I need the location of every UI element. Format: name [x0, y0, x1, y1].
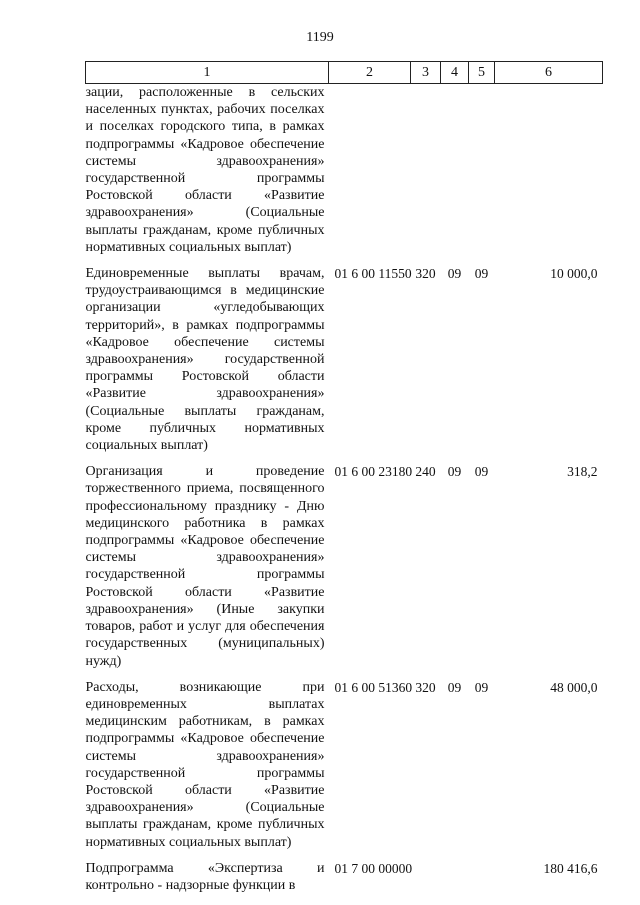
row-amount: 180 416,6 — [543, 860, 598, 876]
row-col-3: 240 — [415, 464, 436, 480]
row-col-4 — [441, 84, 469, 257]
row-col-5: 09 — [474, 266, 489, 282]
row-code: 01 6 00 51360 — [334, 679, 413, 695]
table-header-row — [86, 62, 603, 84]
table-row — [86, 84, 603, 257]
row-spacer — [86, 670, 603, 679]
header-col-2: 2 — [329, 62, 411, 84]
table-row — [86, 265, 603, 454]
page-number: 1199 — [306, 30, 334, 45]
row-code: 01 6 00 11550 — [334, 266, 412, 282]
row-col-4: 09 — [447, 266, 462, 282]
row-description: Организация и проведение торжественного приема, посвященного профессиональному празднику - Дню медицинского работника в рамках подпрограммы «Кадровое обеспечение системы здравоохранения» государственной программы Ростовской области «Развитие здравоохранения» (Иные закупки товаров, работ и услуг для обеспечения государственных (муниципальных) нужд) — [85, 464, 325, 669]
header-col-4: 4 — [441, 62, 469, 84]
row-code: 01 6 00 23180 — [334, 464, 413, 480]
table-row — [86, 679, 603, 851]
header-col-1: 1 — [86, 62, 329, 84]
row-description: Расходы, возникающие при единовременных выплатах медицинским работникам, в рамках подпрограммы «Кадровое обеспечение системы здравоохранения» государственной программы Ростовской области «Развитие здравоохранения» (Социальные выплаты гражданам, кроме публичных нормативных социальных выплат) — [85, 679, 325, 850]
row-code: 01 7 00 00000 — [334, 860, 413, 876]
row-description: зации, расположенные в сельских населенных пунктах, рабочих поселках и поселках городского типа, в рамках подпрограммы «Кадровое обеспечение системы здравоохранения» государственной программы Ростовской области «Развитие здравоохранения» (Социальные выплаты гражданам, кроме публичных нормативных социальных выплат) — [85, 85, 325, 255]
header-col-5: 5 — [469, 62, 495, 84]
row-col-4 — [441, 860, 469, 894]
row-code — [329, 84, 411, 257]
row-amount: 48 000,0 — [550, 679, 598, 695]
row-col-5 — [469, 84, 495, 257]
row-col-4: 09 — [447, 679, 462, 695]
row-amount: 318,2 — [567, 464, 598, 480]
budget-table — [85, 61, 603, 894]
row-spacer — [86, 256, 603, 265]
row-col-5 — [469, 860, 495, 894]
header-col-3: 3 — [411, 62, 441, 84]
row-col-5: 09 — [474, 464, 489, 480]
row-amount — [495, 84, 603, 257]
table-row — [86, 463, 603, 669]
row-spacer — [86, 454, 603, 463]
row-col-3 — [411, 860, 441, 894]
row-col-3: 320 — [415, 266, 436, 282]
row-spacer — [86, 851, 603, 860]
row-col-3 — [411, 84, 441, 257]
row-description: Подпрограмма «Экспертиза и контрольно - надзорные функции в — [85, 860, 325, 893]
header-col-6: 6 — [495, 62, 603, 84]
row-col-5: 09 — [474, 679, 489, 695]
table-row — [86, 860, 603, 894]
row-col-3: 320 — [415, 679, 436, 695]
row-col-4: 09 — [447, 464, 462, 480]
row-amount: 10 000,0 — [550, 266, 598, 282]
row-description: Единовременные выплаты врачам, трудоустраивающимся в медицинские организации «угледобывающих территорий», в рамках подпрограммы «Кадровое обеспечение системы здравоохранения» государственной программы Ростовской области «Развитие здравоохранения» (Социальные выплаты гражданам, кроме публичных нормативных социальных выплат) — [85, 266, 325, 454]
